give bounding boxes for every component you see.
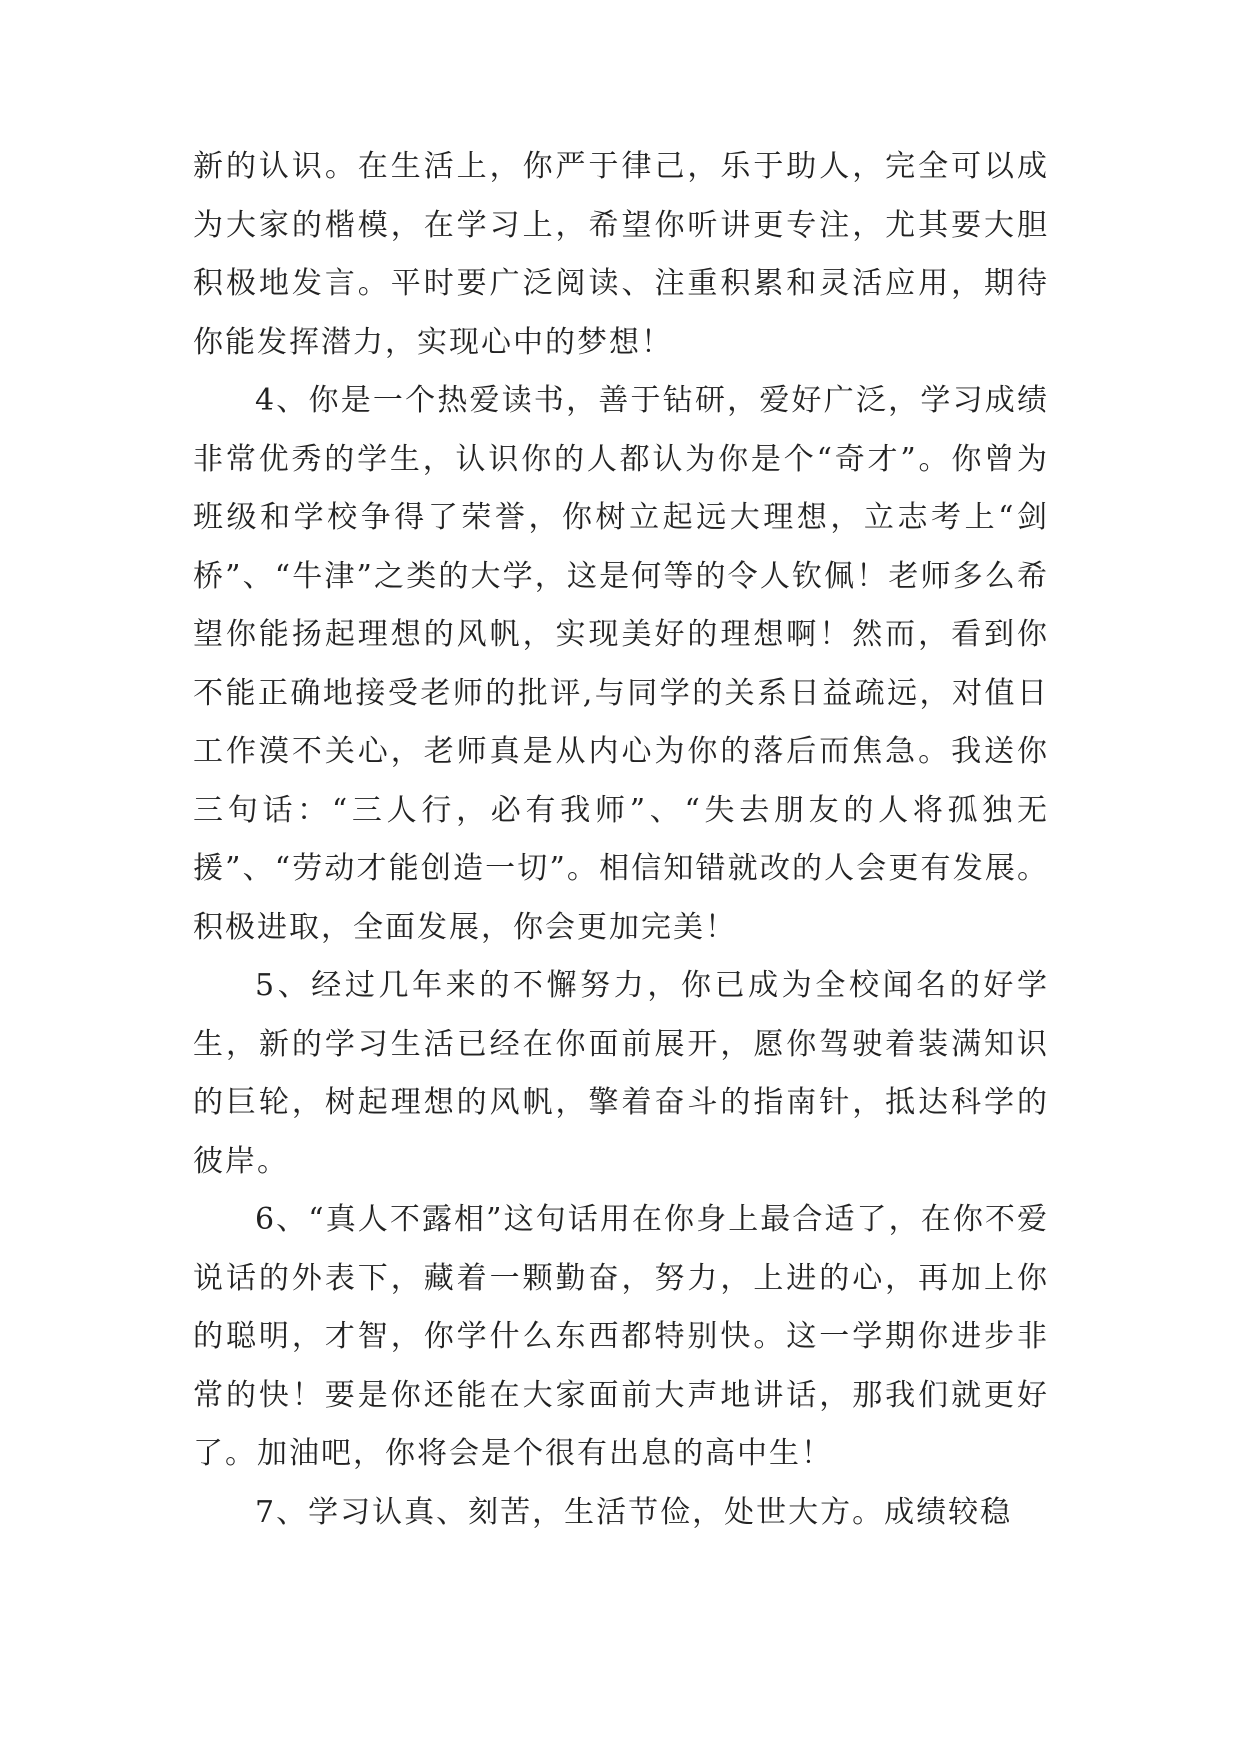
paragraph-item-5: 5、经过几年来的不懈努力，你已成为全校闻名的好学生，新的学习生活已经在你面前展开，愿你驾驶着装满知识的巨轮，树起理想的风帆，擎着奋斗的指南针，抵达科学的彼岸。 [193,968,1049,1179]
paragraph-continued: 新的认识。在生活上，你严于律己，乐于助人，完全可以成为大家的楷模，在学习上，希望你听讲更专注，尤其要大胆积极地发言。平时要广泛阅读、注重积累和灵活应用，期待你能发挥潜力，实现心中的梦想！ [193,149,1049,360]
paragraph-item-4: 4、你是一个热爱读书，善于钻研，爱好广泛，学习成绩非常优秀的学生，认识你的人都认为你是个“奇才”。你曾为班级和学校争得了荣誉，你树立起远大理想，立志考上“剑桥”、“牛津”之类的大学，这是何等的令人钦佩！老师多么希望你能扬起理想的风帆，实现美好的理想啊！然而，看到你不能正确地接受老师的批评,与同学的关系日益疏远，对值日工作漠不关心，老师真是从内心为你的落后而焦急。我送你三句话：“三人行，必有我师”、“失去朋友的人将孤独无援”、“劳动才能创造一切”。相信知错就改的人会更有发展。积极进取，全面发展，你会更加完美！ [193,383,1049,945]
paragraph-item-7: 7、学习认真、刻苦，生活节俭，处世大方。成绩较稳 [255,1494,1013,1530]
document-page [193,138,1049,1542]
paragraph-item-6: 6、“真人不露相”这句话用在你身上最合适了，在你不爱说话的外表下，藏着一颗勤奋，努力，上进的心，再加上你的聪明，才智，你学什么东西都特别快。这一学期你进步非常的快！要是你还能在大家面前大声地讲话，那我们就更好了。加油吧，你将会是个很有出息的高中生！ [193,1202,1049,1471]
